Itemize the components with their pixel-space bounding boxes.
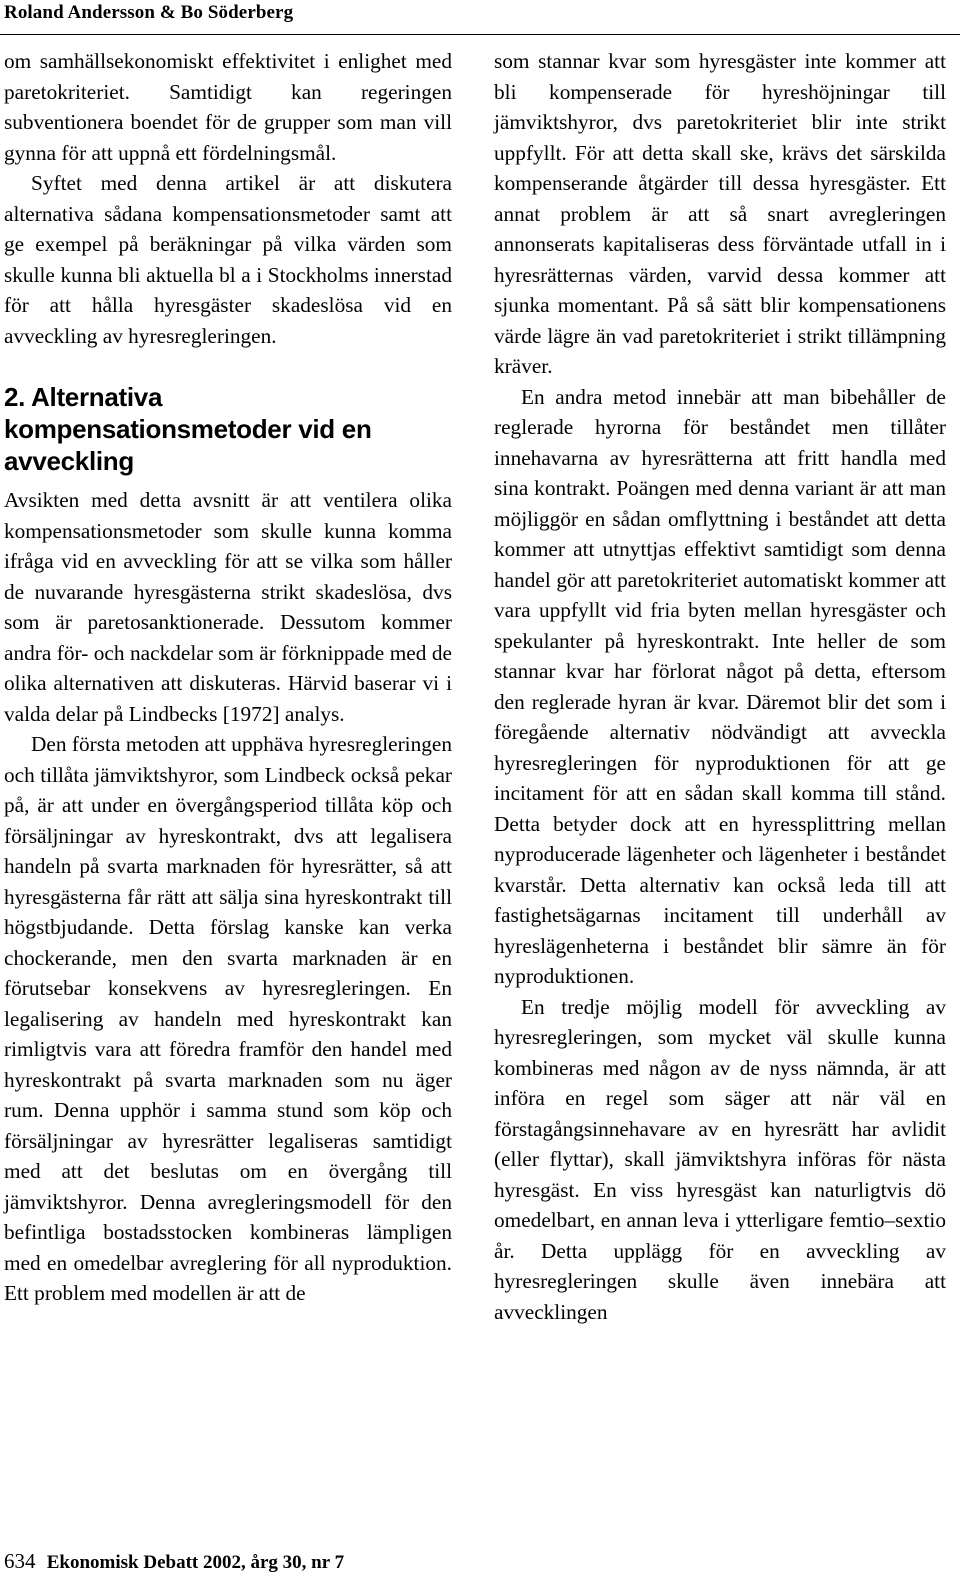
header-rule <box>0 34 960 35</box>
left-paragraph-2: Syftet med denna artikel är att diskutera alternativa sådana kompensationsmetoder samt att ge exempel på beräkningar på vilka värden som skulle kunna bli aktuella bl a i Stockholms innerstad för att hålla hyresgäster skadeslösa vid en avveckling av hyresregleringen. <box>4 171 452 348</box>
right-paragraph-2: En andra metod innebär att man bibehåller de reglerade hyrorna för beståndet men tillåter innehavarna av hyresrätterna att fritt handla med sina kontrakt. Poängen med denna variant är att man möjliggör en sådan omflyttning i beståndet att detta kommer att utnyttjas effektivt samtidigt som denna handel gör att paretokriteriet automatiskt kommer att vara uppfyllt vid fria byten mellan hyresgäster och spekulanter på hyreskontrakt. Inte heller de som stannar kvar har förlorat något på detta, eftersom den reglerade hyran är kvar. Däremot blir det som i föregående alternativ nödvändigt att avveckla hyresregleringen för nyproduktionen för att ge incitament för att en sådan skall komma till stånd. Detta betyder dock att en hyressplittring mellan nyproducerade lägenheter och lägenheter i beståndet kvarstår. Detta alternativ kan också leda till att fastighetsägarnas incitament till underhåll av hyreslägenheterna i beståndet blir sämre än för nyproduktionen. <box>494 384 946 988</box>
left-paragraph-1: om samhällsekonomiskt effektivitet i enlighet med paretokriteriet. Samtidigt kan regeringen subventionera boendet för de grupper som man vill gynna för att uppnå ett fördelningsmål. <box>4 49 452 165</box>
section-heading: 2. Alternativa kompensationsmetoder vid en avveckling <box>4 382 372 476</box>
page-footer <box>4 1549 344 1574</box>
left-paragraph-3: Avsikten med detta avsnitt är att ventilera olika kompensationsmetoder som skulle kunna komma ifråga vid en avveckling för att se vilka som håller de nuvarande hyresgästerna strikt skadeslösa, dvs som är paretosanktionerade. Dessutom kommer andra för- och nackdelar som är förknippade med de olika alternativen att diskuteras. Härvid baserar vi i valda delar på Lindbecks [1972] analys. <box>4 488 452 726</box>
right-paragraph-3: En tredje möjlig modell för avveckling av hyresregleringen, som mycket väl skulle kunna kombineras med någon av de nyss nämnda, är att införa en regel som säger att när väl en förstagångsinnehavare av en hyresrätt har avlidit (eller flyttar), skall jämviktshyra införas för nästa hyresgäst. En viss hyresgäst kan naturligtvis dö omedelbart, en annan leva i ytterligare femtio–sextio år. Detta upplägg för en avveckling av hyresregleringen skulle även innebära att avvecklingen <box>494 994 946 1324</box>
left-column <box>4 46 452 1309</box>
page-number: 634 <box>4 1549 36 1573</box>
header-authors: Roland Andersson & Bo Söderberg <box>4 2 294 23</box>
right-column <box>494 46 946 1327</box>
left-paragraph-4: Den första metoden att upphäva hyresregleringen och tillåta jämviktshyror, som Lindbeck också pekar på, är att under en övergångsperiod tillåta köp och försäljningar av hyreskontrakt, dvs att legalisera handeln på svarta marknaden för hyresrätter, så att hyresgästerna får rätt att sälja sina hyreskontrakt till högstbjudande. Detta förslag kanske kan verka chockerande, men den svarta marknaden är en förutsebar konsekvens av hyresregleringen. En legalisering av handeln med hyreskontrakt kan rimligtvis vara att föredra framför den handel med hyreskontrakt på svarta marknaden som nu äger rum. Denna upphör i samma stund som köp och försäljningar av hyresrätter legaliseras samtidigt med att det beslutas om en övergång till jämviktshyror. Denna avregleringsmodell för den befintliga bostadsstocken kombineras lämpligen med en omedelbar avreglering för all nyproduktion. Ett problem med modellen är att de <box>4 732 452 1305</box>
right-paragraph-1: som stannar kvar som hyresgäster inte kommer att bli kompenserade för hyreshöjningar till jämviktshyror, dvs paretokriteriet blir inte strikt uppfyllt. För att detta skall ske, krävs det särskilda kompenserande åtgärder till dessa hyresgäster. Ett annat problem är att så snart avregleringen annonserats kapitaliseras dess förväntade utfall in i hyresrätternas värden, varvid dessa kommer att sjunka momentant. På så sätt blir kompensationens värde lägre än vad paretokriteriet i strikt tillämpning kräver. <box>494 49 946 378</box>
journal-citation: Ekonomisk Debatt 2002, årg 30, nr 7 <box>46 1552 345 1573</box>
